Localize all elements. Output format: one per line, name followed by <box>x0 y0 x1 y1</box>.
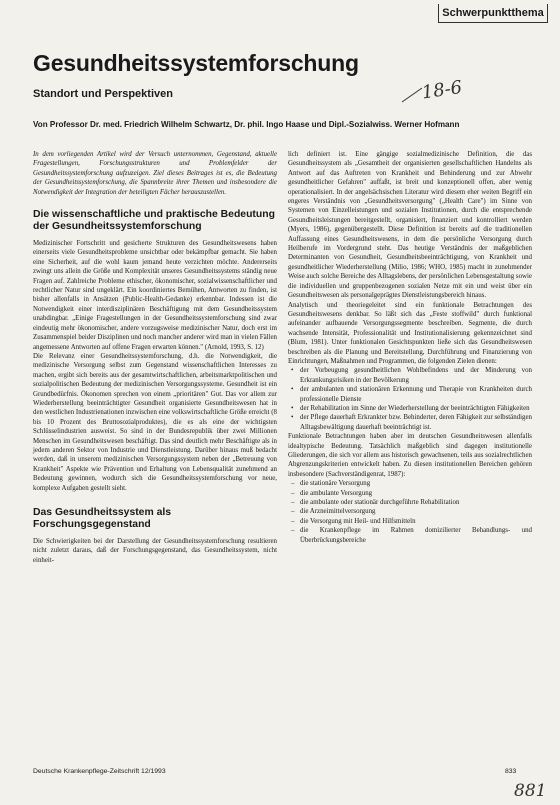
article-subtitle: Standort und Perspektiven <box>33 88 173 100</box>
article-abstract: In dem vorliegenden Artikel wird der Versuch unternommen, Gegenstand, aktuelle Fragestellungen, Forschungsstrukturen und Problemfelder der Gesundheitssystemforschung aufzuzeigen. Ziel dieses Beitrages ist es, die Bedeutung der Gesundheitssystemforschung, die Spannbreite ihrer Themen und insbesondere die Notwendigkeit der Integration der beteiligten Fächer herauszustellen. <box>33 151 277 196</box>
list-item: • der Rehabilitation im Sinne der Wiederherstellung der beeinträchtigten Fähigkeiten <box>300 404 532 413</box>
handwritten-number: 18-6 <box>420 76 464 104</box>
body-paragraph: Die Schwierigkeiten bei der Darstellung der Gesundheitssystemforschung resultieren nicht zuletzt daraus, daß der Forschungsgegenstand, das Gesundheitssystem, nicht einheit- <box>33 538 277 564</box>
handwritten-page-text: 881 <box>514 781 547 801</box>
goals-list <box>288 366 532 432</box>
handwritten-page-number <box>512 776 556 802</box>
institutions-list <box>288 479 532 545</box>
list-item: – die Versorgung mit Heil- und Hilfsmitteln <box>300 517 532 526</box>
list-item: • der ambulanten und stationären Erkennung und Therapie von Krankheiten durch professionelle Dienste <box>300 385 532 404</box>
section-heading-1: Die wissenschaftliche und praktische Bedeutung der Gesundheitssystemforschung <box>33 209 275 233</box>
list-item: – die Arzneimittelversorgung <box>300 507 532 516</box>
left-column <box>33 150 277 565</box>
article-authors: Von Professor Dr. med. Friedrich Wilhelm Schwartz, Dr. phil. Ingo Haase und Dipl.-Sozialwiss. Werner Hofmann <box>33 120 460 129</box>
list-item: – die stationäre Versorgung <box>300 479 532 488</box>
list-item: • der Vorbeugung gesundheitlichen Wohlbefindens und der Minderung von Erkrankungsrisiken in der Bevölkerung <box>300 366 532 385</box>
section-heading-2: Das Gesundheitssystem als Forschungsgegenstand <box>33 507 172 530</box>
body-paragraph: Analytisch und theoriegeleitet sind ein funktionale Betrachtungen des Gesundheitswesens denkbar. So läßt sich das „Feste stoffwild" durch funktional aufeinander aufbauende Versorgungssegmente beschreiben. Segmente, die durch wachsende Intensität, Professionalität und Institutionalisierung gekennzeichnet sind (Blum, 1981). Unter funktionalen Gesichtspunkten ließe sich das Gesundheitswesen beschreiben als die Planung und Bereitstellung, Durchführung und Finanzierung von Einrichtungen, Maßnahmen und Programmen, die folgenden Zielen dienen: <box>288 301 532 365</box>
journal-footer: Deutsche Krankenpflege-Zeitschrift 12/1993 <box>33 768 166 775</box>
body-paragraph: Die Relevanz einer Gesundheitssystemforschung, d.h. die Notwendigkeit, die medizinische Versorgung selbst zum Gegenstand wissenschaftlichen Interesses zu machen, ergibt sich bereits aus der gesamtwirtschaftlichen, arbeitsmarktpolitischen und sozialpolitischen Bedeutung der medizinischen Versorgungssysteme. Gesundheit ist ein Grundbedürfnis. Ökonomen sprechen von einem „prioritären" Gut. Das vor allem zur Wiederherstellung beeinträchtigter Gesundheit organisierte Gesundheitswesen hat in den westlichen Industrienationen inzwischen eine volkswirtschaftliche Größe erreicht (8 bis 10 Prozent des Bruttosozialproduktes), die es als eine der wichtigsten Schlüsselindustrien ausweist. So sind in der Bundesrepublik über zwei Millionen Menschen im Gesundheitswesen beschäftigt. Das sind deutlich mehr Beschäftigte als in jedem anderen Sektor von Industrie und Dienstleistung. Darüber hinaus muß bedacht werden, daß in unserem medizinischen Versorgungssystem neben der „Betreuung von Krankheit" Aspekte wie Prävention und Erhaltung von Lebensqualität zunehmend an Bedeutung gewinnen, wodurch sich die Gesundheitssystemforschung vor neue, komplexe Aufgaben gestellt sieht. <box>33 352 277 492</box>
list-item: • der Pflege dauerhaft Erkrankter bzw. Behinderter, deren Fähigkeit zur selbständigen Alltagsbewältigung dauerhaft beeinträchtigt ist. <box>300 413 532 432</box>
body-paragraph: lich definiert ist. Eine gängige sozialmedizinische Definition, die das Gesundheitssystem als „Gesamtheit der organisierten gesellschaftlichen Handelns als Antwort auf das Auftreten von Krankheit und Behinderung und zur Abwehr gesundheitlicher Gefahren" auffaßt, ist breit und konzeptionell offen, aber wenig operationalisiert. In der angelsächsischen Literatur wird diesem eher weiten Begriff ein engeres Verständnis von „Gesundheitsversorgung" („Health Care") im Sinne von Systemen von Einzelleistungen und sozialen Institutionen, durch die entsprechende Gesundheitsleistungen bereitgestellt, organisiert, finanziert und kontrolliert werden (Myers, 1986), gegenübergestellt. Diese Definition ist bereits auf die traditionellen Auffassung eines Gesundheitswesens, in dem die persönliche Versorgung durch Heilberufe im Vordergrund steht. Das heutige Verständnis der maßgeblichen Determinanten von Gesundheit, Gesundheitsbeeinträchtigung, von Krankheit und gesundheitlicher Wiederherstellung (Milio, 1986; WHO, 1985) macht in zunehmender Weise auch solche Bereiche des Alltagslebens, der persönlichen Lebensgestaltung sowie die individuellen und gruppenbezogenen sozialen Netze mit ein und weist über ein Gesundheitswesen als personalgeprägtes Dienstleistungsbereich hinaus. <box>288 151 532 300</box>
page-number: 833 <box>505 768 517 775</box>
body-paragraph: Funktionale Betrachtungen haben aber im deutschen Gesundheitswesen allenfalls idealtypische Bedeutung. Tatsächlich maßgeblich sind dagegen institutionelle Gliederungen, die sich vor allem aus historisch gewachsenen, teils aus sozialrechtlichen Abgrenzungskriterien entwickelt haben. Zu diesen institutionellen Bereichen gehören insbesondere (Sachverständigenrat, 1987): <box>288 433 532 478</box>
article-title: Gesundheitssystemforschung <box>33 50 359 76</box>
handwritten-annotation <box>400 68 520 112</box>
body-paragraph: Medizinischer Fortschritt und gesicherte Strukturen des Gesundheitswesens haben einerseits viele Gesundheitsprobleme unsichtbar oder bekämpfbar gemacht. Sie haben eine Sicherheit, auf die wohl kaum jemand heute verzichten möchte. Andererseits zwingt uns allein die Größe und Komplexität unseres Gesundheitssystems ständig neue Fragen auf. Zahlreiche Probleme ethischer, ökonomischer, sozialwissenschaftlicher und rechtlicher Natur sind ungeklärt. Ein koordiniertes Bemühen, Antworten zu finden, ist bisher allenfalls in Ansätzen (Public-Health-Gedanke) erkennbar. Indessen ist die Notwendigkeit einer interdisziplinären Beschäftigung mit dem Gesundheitssystem unabdingbar. „Einige Fragestellungen in der Gesundheitssystemforschung sind zwar eindeutig mehr ökonomischer, andere vorzugsweise medizinischer Natur, doch erst im Zusammenspiel beider Disziplinen und noch mancher anderer wird man in vielen Fällen angemessene Antworten auf offene Fragen erwarten können." (Arnold, 1993, S. 12) <box>33 240 277 351</box>
list-item: – die ambulante oder stationär durchgeführte Rehabilitation <box>300 498 532 507</box>
section-label: Schwerpunktthema <box>438 4 548 23</box>
list-item: – die ambulante Versorgung <box>300 489 532 498</box>
list-item: – die Krankenpflege im Rahmen domizilierter Behandlungs- und Überbrückungsbereiche <box>300 526 532 545</box>
right-column <box>288 150 532 545</box>
